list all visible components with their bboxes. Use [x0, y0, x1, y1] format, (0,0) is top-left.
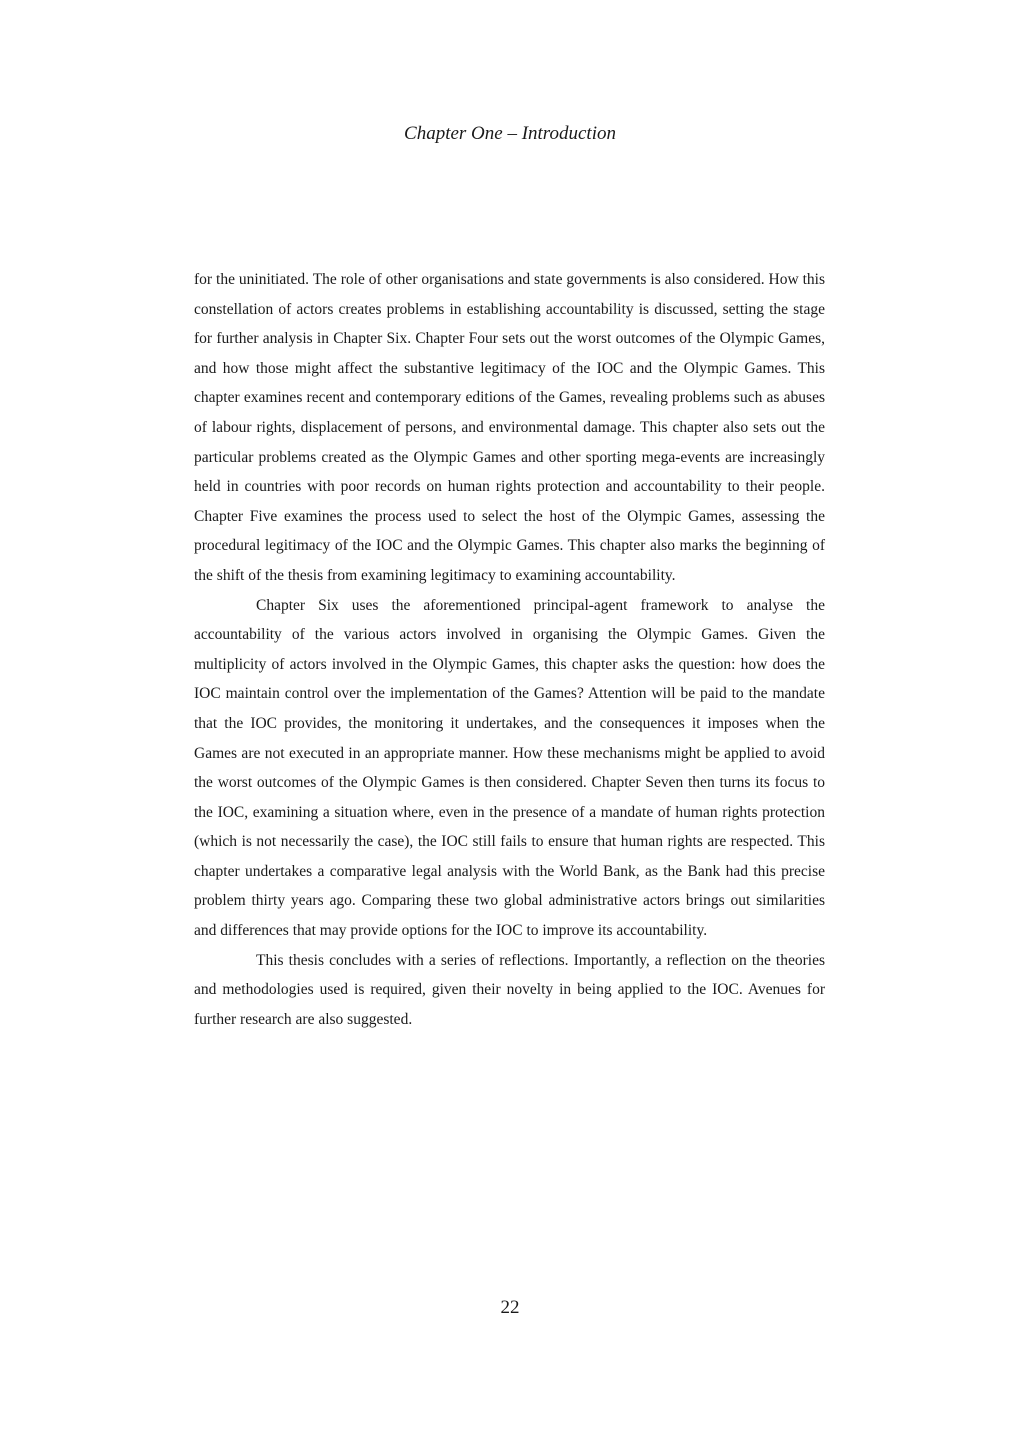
- body-text: [194, 265, 825, 1034]
- page-number: 22: [500, 1297, 520, 1318]
- paragraph-continuation: for the uninitiated. The role of other organisations and state governments is also considered. How this constellation of actors creates problems in establishing accountability is discussed, setting the stage for further analysis in Chapter Six. Chapter Four sets out the worst outcomes of the Olympic Games, and how those might affect the substantive legitimacy of the IOC and the Olympic Games. This chapter examines recent and contemporary editions of the Games, revealing problems such as abuses of labour rights, displacement of persons, and environmental damage. This chapter also sets out the particular problems created as the Olympic Games and other sporting mega-events are increasingly held in countries with poor records on human rights protection and accountability to their people. Chapter Five examines the process used to select the host of the Olympic Games, assessing the procedural legitimacy of the IOC and the Olympic Games. This chapter also marks the beginning of the shift of the thesis from examining legitimacy to examining accountability.: [194, 271, 825, 584]
- paragraph-conclusion: This thesis concludes with a series of reflections. Importantly, a reflection on the theories and methodologies used is required, given their novelty in being applied to the IOC. Avenues for further research are also suggested.: [194, 951, 825, 1028]
- running-header: Chapter One – Introduction: [404, 123, 616, 144]
- paragraph-chapter-six: Chapter Six uses the aforementioned principal-agent framework to analyse the accountability of the various actors involved in organising the Olympic Games. Given the multiplicity of actors involved in the Olympic Games, this chapter asks the question: how does the IOC maintain control over the implementation of the Games? Attention will be paid to the mandate that the IOC provides, the monitoring it undertakes, and the consequences it imposes when the Games are not executed in an appropriate manner. How these mechanisms might be applied to avoid the worst outcomes of the Olympic Games is then considered. Chapter Seven then turns its focus to the IOC, examining a situation where, even in the presence of a mandate of human rights protection (which is not necessarily the case), the IOC still fails to ensure that human rights are respected. This chapter undertakes a comparative legal analysis with the World Bank, as the Bank had this precise problem thirty years ago. Comparing these two global administrative actors brings out similarities and differences that may provide options for the IOC to improve its accountability.: [194, 596, 825, 940]
